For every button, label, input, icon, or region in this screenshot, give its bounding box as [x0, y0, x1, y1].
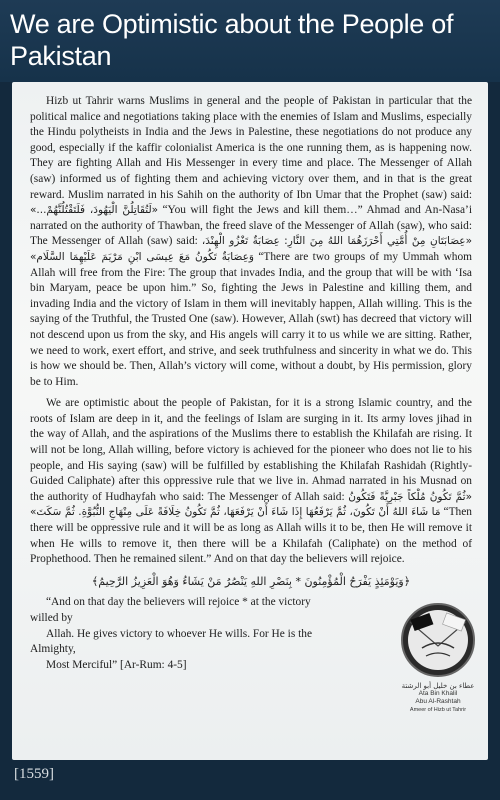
- paragraph-2-text-b: “Then there will be oppressive rule and it will be as long as Allah wills it to be, then He will remove it when He wills to remove it, then there will be a Khilafah (Caliphate) on the method of Prophethood. Then he remained silent.” And on that day the believers will rejoice.: [30, 506, 472, 566]
- emblem-arabic-name: عطاء بن خليل أبو الرشتة: [401, 682, 475, 690]
- verse-line-1: “And on that day the believers will rejoice * at the victory willed by: [30, 596, 311, 624]
- header-bar: [0, 0, 500, 82]
- issue-number: [1559]: [14, 766, 54, 782]
- hadith-arabic-2: «عِصَابَتَانِ مِنْ أُمَّتِي أَحْرَزَهُمَا اللهُ مِنَ النَّارِ: عِصَابَةٌ تَغْزُو الْهِنْدَ، وَعِصَابَةٌ تَكُونُ مَعَ عِيسَى ابْنِ مَرْيَمَ عَلَيْهِمَا السَّلَام»: [30, 235, 472, 263]
- hadith-arabic-3: «ثُمَّ تَكُونُ مُلْكاً جَبْرِيَّةً فَتَكُونُ مَا شَاءَ اللهُ أَنْ تَكُونَ، ثُمَّ يَرْفَعُهَا إِذَا شَاءَ أَنْ يَرْفَعَهَا، ثُمَّ تَكُونُ خِلَافَةً عَلَى مِنْهَاجِ النُّبُوَّةِ. ثُمَّ سَكَتَ»: [30, 490, 472, 519]
- page-title: We are Optimistic about the People of Pakistan: [10, 9, 454, 71]
- paragraph-2: [30, 396, 472, 568]
- paragraph-2-text-a: We are optimistic about the people of Pakistan, for it is a strong Islamic country, and the roots of Islam are deep in it, and the feelings of Islam are surging in it. Its army loves jihad in the way of Allah, and the aspirations of the Muslims there to establish the Khilafah are rising. It will not be long, Allah willing, before victory is achieved for the pioneer who does not lie to his people, and His saying (saw) will be fulfilled by establishing the Khilafah Rashidah (Rightly-Guided Caliphate) after this oppressive rule that we live in. Ahmad narrated in his Musnad on the authority of Hudhayfah who said: The Messenger of Allah said:: [30, 397, 472, 503]
- emblem-role: Ameer of Hizb ut Tahrir: [409, 707, 467, 713]
- flags-emblem-icon: [392, 602, 484, 678]
- emblem-caption: [392, 682, 484, 714]
- quran-verse-arabic: ﴿وَيَوْمَئِذٍ يَفْرَحُ الْمُؤْمِنُونَ * بِنَصْرِ اللهِ يَنْصُرُ مَنْ يَشَاءُ وَهُوَ الْعَزِيزُ الرَّحِيمُ﴾: [91, 574, 411, 588]
- paragraph-1: [30, 94, 472, 390]
- emblem-name-line-1: Ata Bin Khalil: [418, 690, 458, 697]
- quran-verse-translation: [30, 595, 330, 673]
- paragraph-1-text-c: “There are two groups of my Ummah whom Allah will free from the Fire: The group that invades India, and the group that will be with ‘Isa bin Maryam, peace be upon him.” So, fighting the Jews in Palestine and killing them, and invading India and the victory of Islam in them will inevitably happen, Allah willing. This is the saying of the Truthful, the Trusted One (saw). However, Allah (swt) has decreed that victory will not descend upon us from the sky, and His angels will carry it to us while we are sitting. Rather, we need to work, exert effort, and strive, and seek truthfulness and sincerity in what we do. This is how we should be. Then, Allah’s victory will come, without a doubt, by His permission, glory be to Him.: [30, 250, 472, 388]
- paragraph-1-text-a: Hizb ut Tahrir warns Muslims in general and the people of Pakistan in particular that the political malice and negotiations taking place with the enemies of Islam and Muslims, especially the Hindu polytheists in India and the Jews in Palestine, these negotiations do not produce any good, especially if the kaffir colonialist America is the one running them, as is happening now. They are fighting Allah and His Messenger in every time and place. The Messenger of Allah (saw) informed us of fighting them and achieving victory over them, and in that is the great reward. Muslim narrated in his Sahih on the authority of Ibn Umar that the Prophet (saw) said:: [30, 95, 472, 201]
- article-card: [12, 82, 488, 760]
- paragraph-1-text-b: “You will fight the Jews and kill them…” Ahmad and An-Nasa’i narrated on the authority of Thawban, the freed slave of the Messenger of Allah (saw), who said: The Messenger of Allah (saw) said:: [30, 204, 472, 248]
- verse-line-3: Most Merciful” [Ar-Rum: 4-5]: [46, 658, 187, 671]
- emblem-name-line-2: Abu Al-Rashtah: [415, 698, 461, 705]
- article-body: [30, 94, 472, 679]
- hadith-arabic-1: «لَتُقَاتِلُنَّ الْيَهُودَ، فَلَتَقْتُلُنَّهُمْ...»: [30, 204, 159, 217]
- verse-line-2: Allah. He gives victory to whoever He wills. For He is the Almighty,: [30, 627, 313, 656]
- ameer-emblem: [392, 602, 484, 752]
